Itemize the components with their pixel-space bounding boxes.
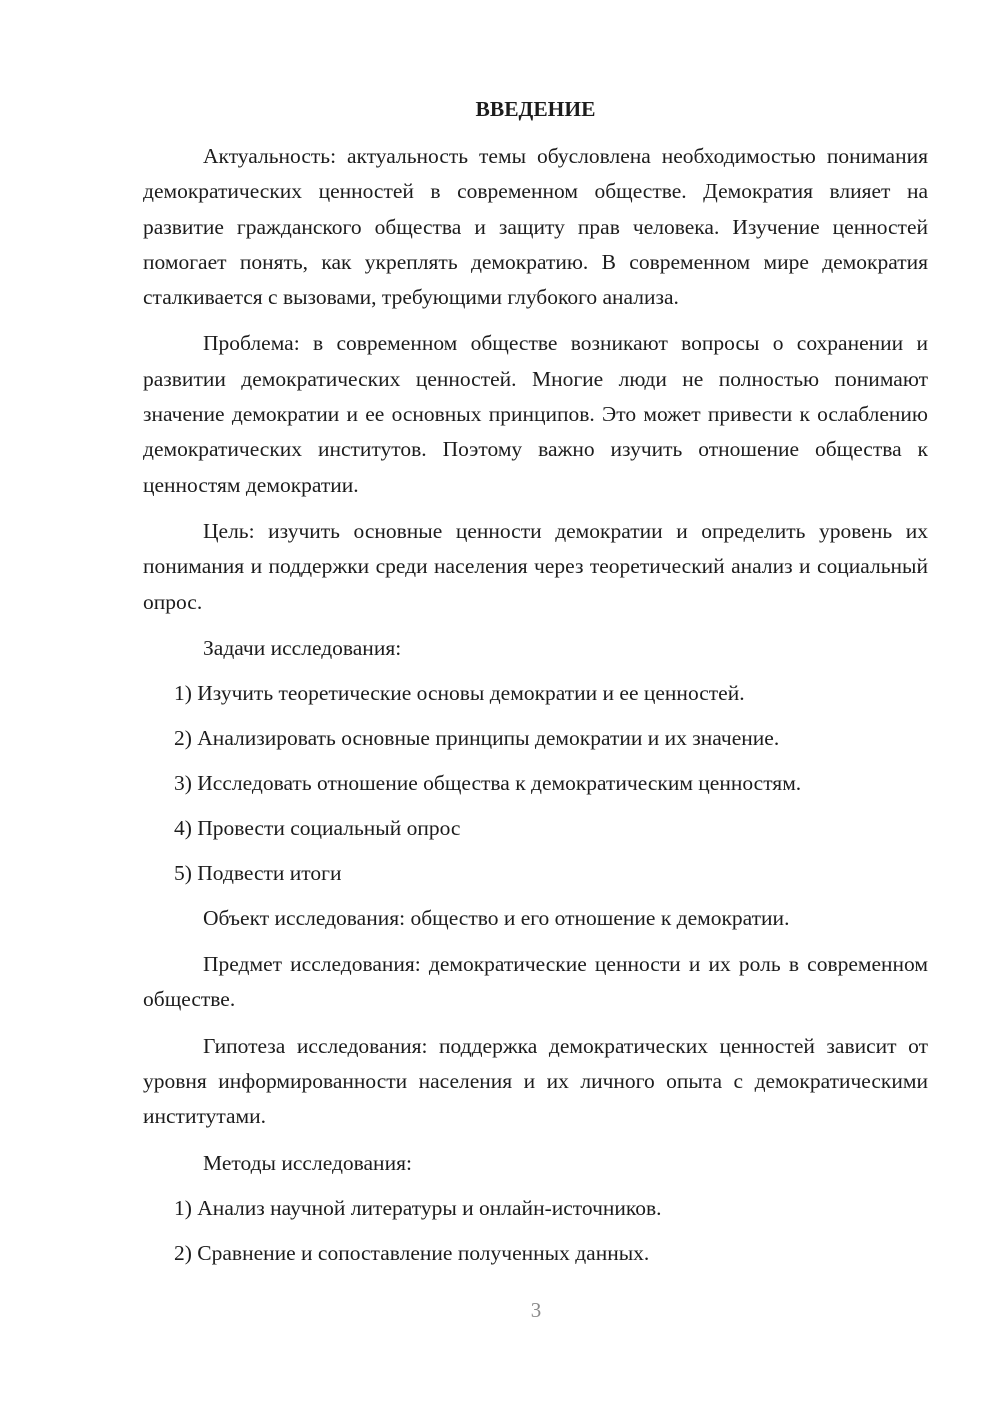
methods-heading: Методы исследования: [203, 1150, 412, 1175]
task-item: 5) Подвести итоги [174, 860, 342, 885]
object-paragraph: Объект исследования: общество и его отношение к демократии. [203, 905, 790, 930]
goal-paragraph: Цель: изучить основные ценности демократии и определить уровень их понимания и поддержки среди населения через теоретический анализ и социальный опрос. [143, 518, 928, 614]
task-item: 3) Исследовать отношение общества к демократическим ценностям. [174, 770, 802, 795]
methods-list [143, 1191, 928, 1271]
tasks-heading: Задачи исследования: [203, 635, 402, 660]
relevance-paragraph: Актуальность: актуальность темы обусловлена необходимостью понимания демократических ценностей в современном обществе. Демократия влияет на развитие гражданского общества и защиту прав человека. Изучение ценностей помогает понять, как укреплять демократию. В современном мире демократия сталкивается с вызовами, требующими глубокого анализа. [143, 144, 928, 310]
method-item: 2) Сравнение и сопоставление полученных данных. [174, 1240, 650, 1265]
document-page [143, 92, 928, 1281]
page-number: 3 [530, 1298, 542, 1322]
section-title: ВВЕДЕНИЕ [475, 97, 596, 121]
tasks-list [143, 676, 928, 891]
method-item: 1) Анализ научной литературы и онлайн-источников. [174, 1195, 662, 1220]
task-item: 1) Изучить теоретические основы демократии и ее ценностей. [174, 680, 745, 705]
subject-paragraph: Предмет исследования: демократические ценности и их роль в современном обществе. [143, 952, 928, 1012]
task-item: 4) Провести социальный опрос [174, 815, 461, 840]
problem-paragraph: Проблема: в современном обществе возникают вопросы о сохранении и развитии демократических ценностей. Многие люди не полностью понимают значение демократии и ее основных принципов. Это может привести к ослаблению демократических институтов. Поэтому важно изучить отношение общества к ценностям демократии. [143, 331, 928, 497]
hypothesis-paragraph: Гипотеза исследования: поддержка демократических ценностей зависит от уровня информированности населения и их личного опыта с демократическими институтами. [143, 1033, 928, 1129]
task-item: 2) Анализировать основные принципы демократии и их значение. [174, 725, 780, 750]
